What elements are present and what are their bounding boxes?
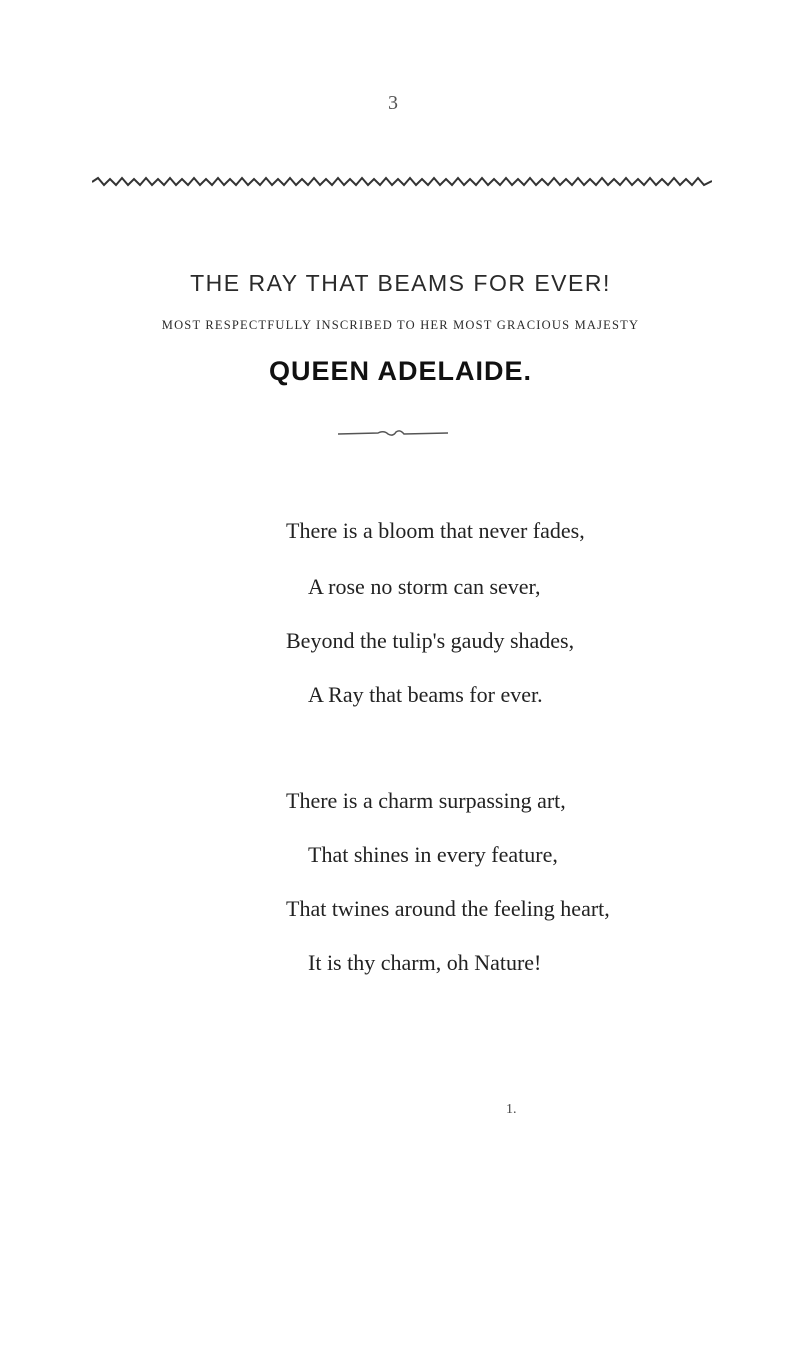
poem-title: THE RAY THAT BEAMS FOR EVER!: [190, 270, 611, 296]
verse-line: That shines in every feature,: [308, 842, 558, 867]
flourish-divider: [338, 428, 448, 438]
verse-line: There is a charm surpassing art,: [286, 788, 566, 813]
dedicatee-name: QUEEN ADELAIDE.: [268, 356, 533, 386]
ornamental-rule: [92, 176, 712, 188]
verse-line: A rose no storm can sever,: [308, 574, 541, 599]
verse-line: That twines around the feeling heart,: [286, 896, 610, 921]
verse-line: Beyond the tulip's gaudy shades,: [286, 628, 575, 653]
page-number: 3: [388, 92, 398, 114]
verse-line: A Ray that beams for ever.: [308, 682, 543, 707]
verse-line: There is a bloom that never fades,: [286, 518, 585, 543]
verse-line: It is thy charm, oh Nature!: [308, 950, 542, 975]
signature-mark: 1.: [506, 1102, 517, 1117]
dedication-line: MOST RESPECTFULLY INSCRIBED TO HER MOST GRACIOUS MAJESTY: [161, 318, 640, 332]
